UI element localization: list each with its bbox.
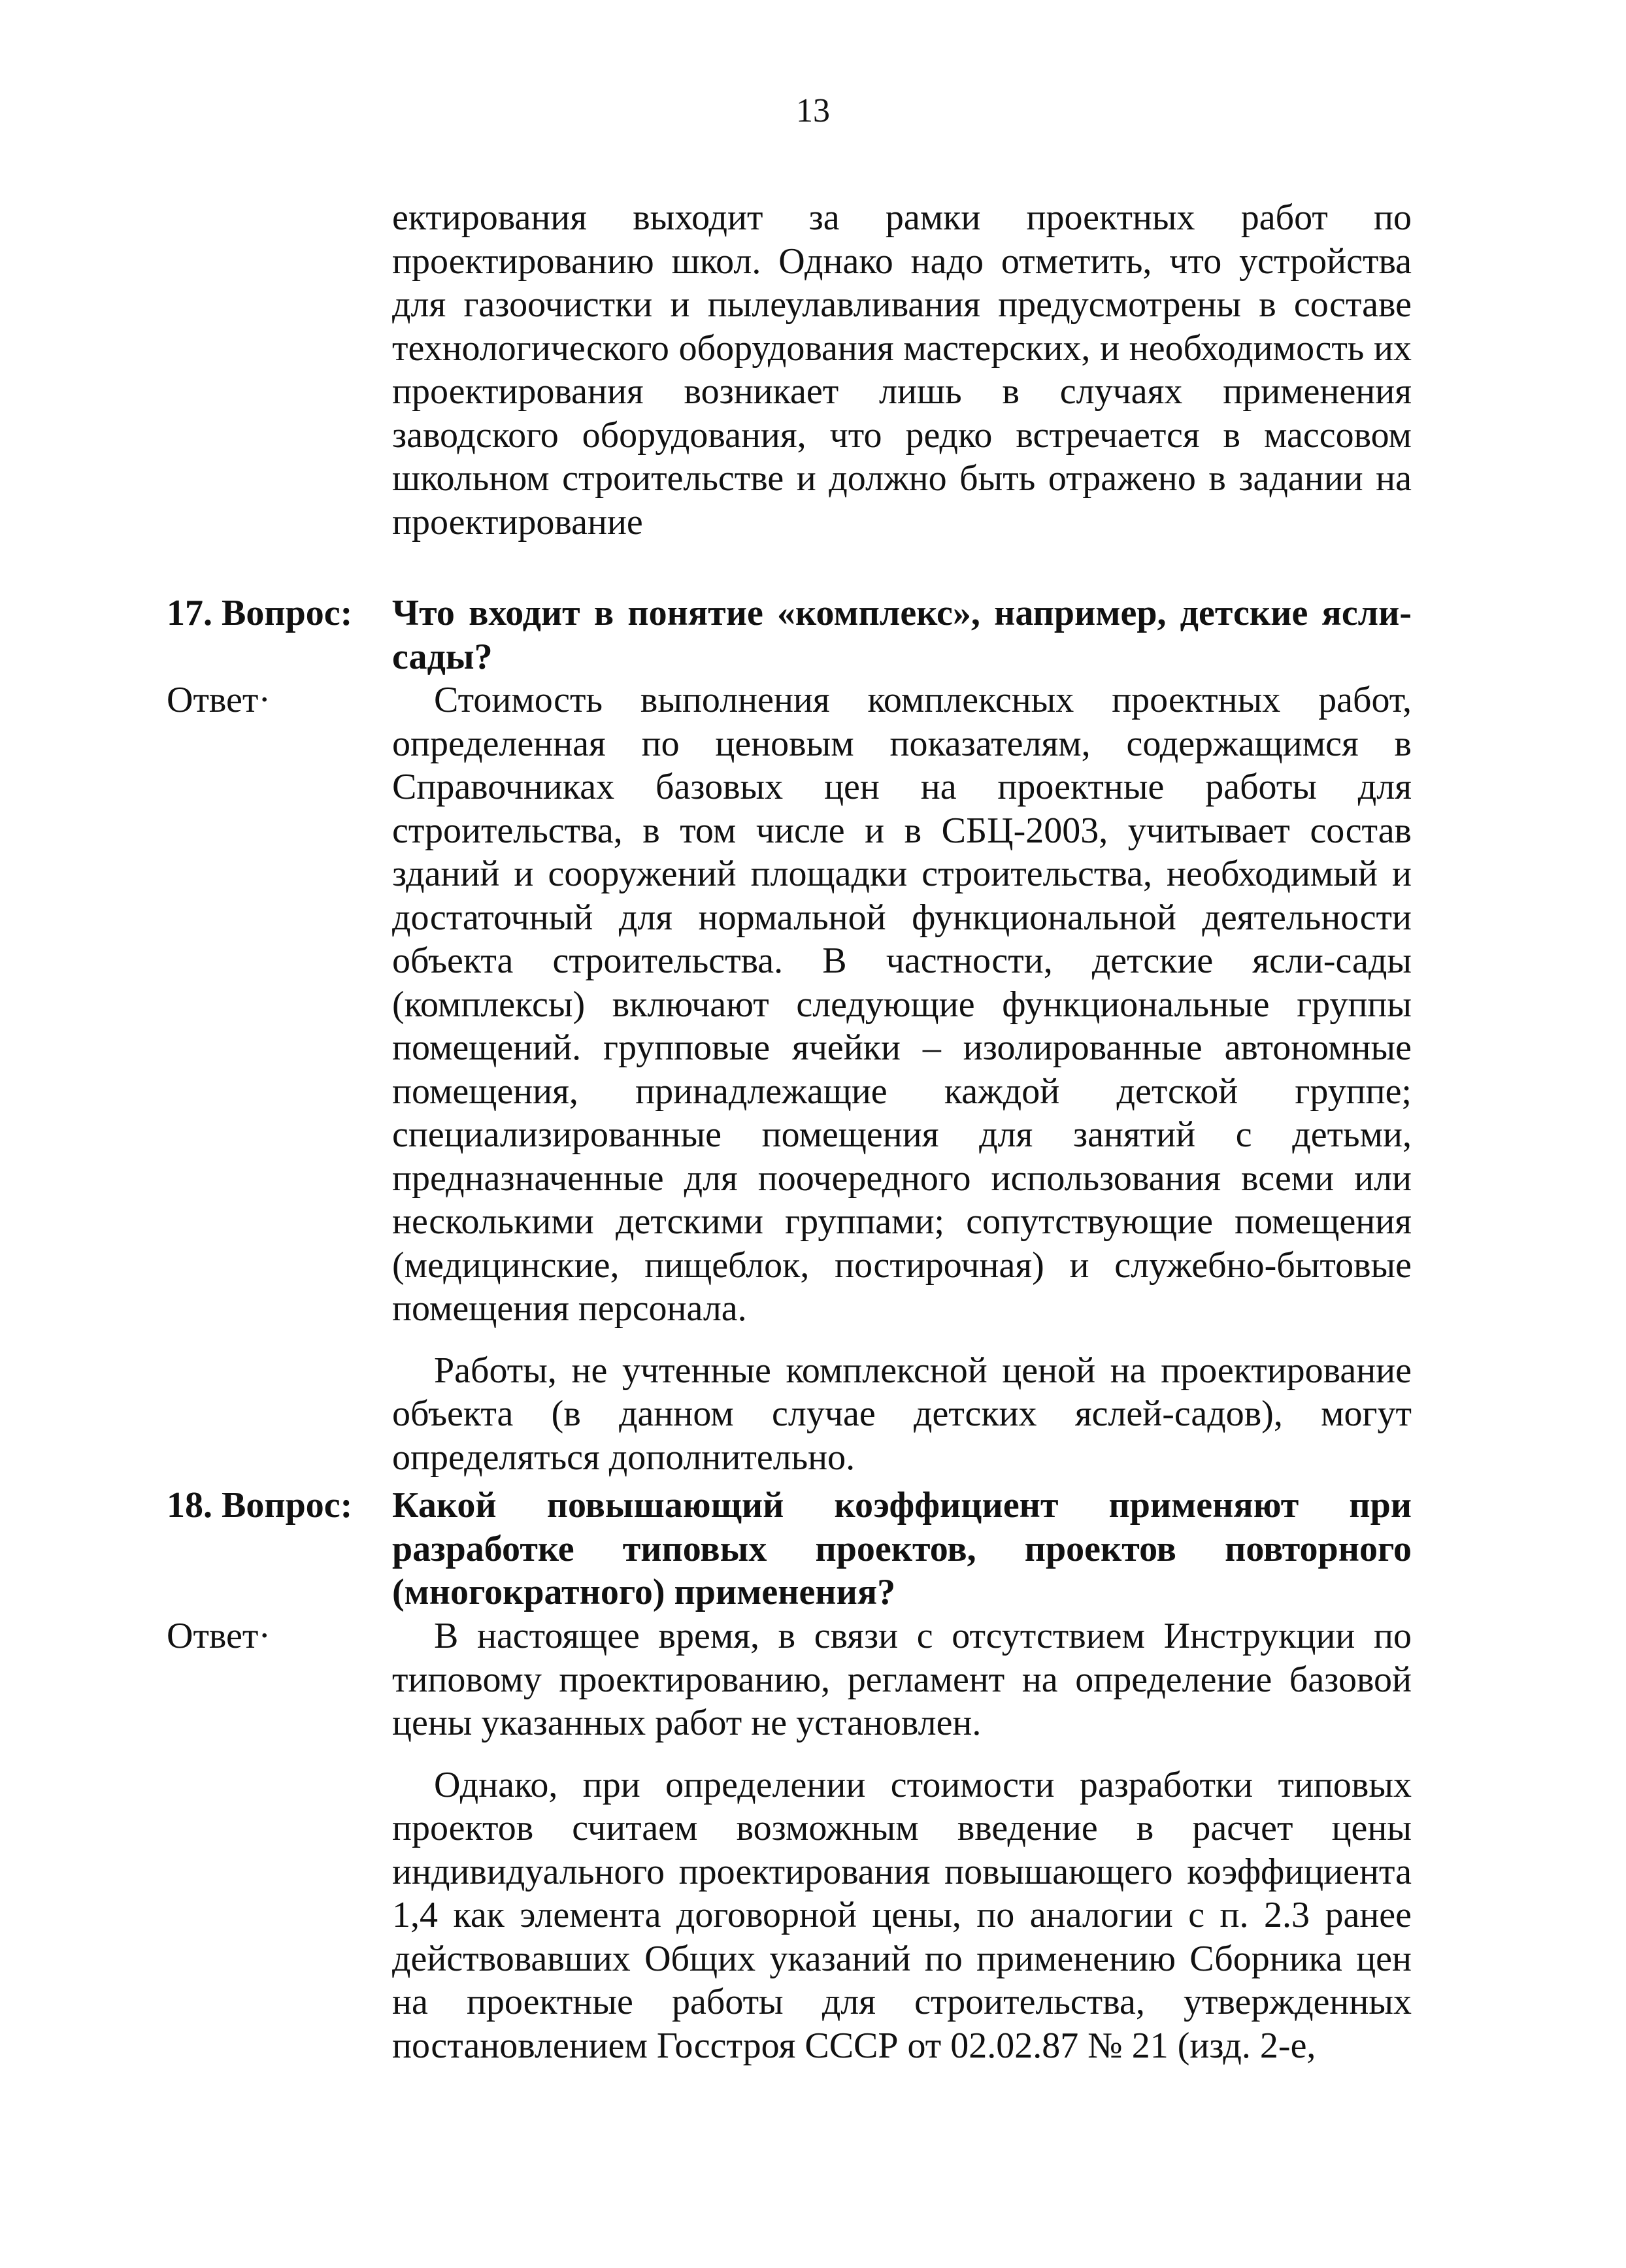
page-number: 13	[796, 92, 830, 129]
answer-17-paragraph-1: Стоимость выполнения комплексных проектных работ, определенная по ценовым показателям, содержащимся в Справочниках базовых цен на проектные работы для строительства, в том числе и в СБЦ-2003, учитывает состав зданий и сооружений площадки строительства, необходимый и достаточный для нормальной функциональной деятельности объекта строительства. В частности, детские ясли-сады (комплексы) включают следующие функциональные группы помещений. групповые ячейки – изолированные автономные помещения, принадлежащие каждой детской группе; специализированные помещения для занятий с детьми, предназначенные для поочередного использования всеми или несколькими детскими группами; сопутствующие помещения (медицинские, пищеблок, постирочная) и служебно-бытовые помещения персонала.	[392, 680, 1412, 1329]
answer-17-label: Ответ·	[167, 680, 271, 720]
intro-text: ектирования выходит за рамки проектных работ по проектированию школ. Однако надо отметить, что устройства для газоочистки и пылеулавливания предусмотрены в составе технологического оборудования мастерских, и необходимость их проектирования возникает лишь в случаях применения заводского оборудования, что редко встречается в массовом школьном строительстве и должно быть отражено в задании на проектирование	[392, 197, 1412, 542]
answer-18-paragraph-2: Однако, при определении стоимости разработки типовых проектов считаем возможным введение в расчет цены индивидуального проектирования повышающего коэффициента 1,4 как элемента договорной цены, по аналогии с п. 2.3 ранее действовавших Общих указаний по применению Сборника цен на проектные работы для строительства, утвержденных постановлением Госстроя СССР от 02.02.87 № 21 (изд. 2-е,	[392, 1764, 1412, 2066]
answer-17-paragraph-2: Работы, не учтенные комплексной ценой на проектирование объекта (в данном случае детских яслей-садов), могут определяться дополнительно.	[392, 1350, 1412, 1478]
answer-18-label: Ответ·	[167, 1616, 271, 1656]
question-18-text: Какой повышающий коэффициент применяют при разработке типовых проектов, проектов повторного (многократного) применения?	[392, 1485, 1412, 1612]
question-17-label: 17. Вопрос:	[167, 593, 353, 633]
answer-18-paragraph-1: В настоящее время, в связи с отсутствием Инструкции по типовому проектированию, регламент на определение базовой цены указанных работ не установлен.	[392, 1616, 1412, 1743]
intro-paragraph	[392, 196, 1412, 544]
question-18-label: 18. Вопрос:	[167, 1485, 353, 1526]
answer-18	[392, 1614, 1412, 2067]
answer-17	[392, 678, 1412, 1479]
question-17-text: Что входит в понятие «комплекс», например, детские ясли-сады?	[392, 593, 1412, 677]
